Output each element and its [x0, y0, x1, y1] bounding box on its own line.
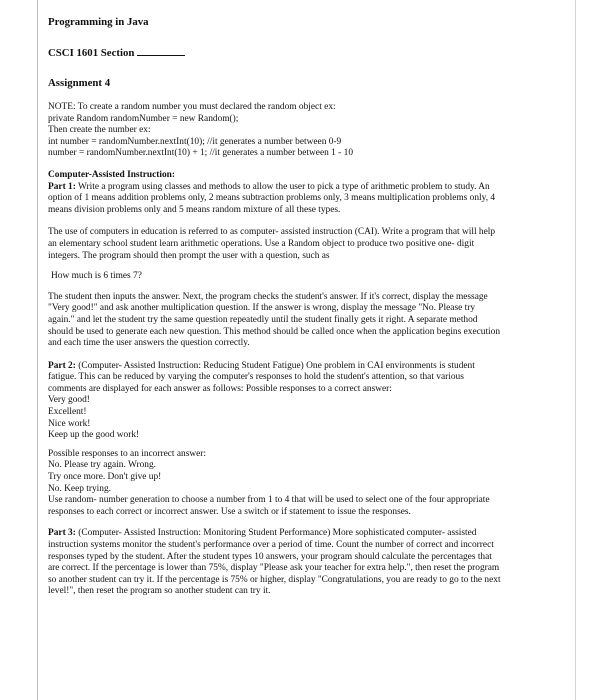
- note-line: NOTE: To create a random number you must declared the random object ex:: [48, 102, 336, 112]
- section-label: CSCI 1601 Section: [48, 47, 135, 59]
- part3-text: responses typed by the student. After the student types 10 answers, your program should calculate the percentages that: [48, 551, 492, 562]
- note-line: number = randomNumber.nextInt(10) + 1; //it generates a number between 1 - 10: [48, 148, 354, 159]
- closing-line: responses to each correct or incorrect answer. Use a switch or if statement to issue the responses.: [48, 506, 411, 517]
- note-block: [48, 102, 568, 160]
- part3-label: Part 3:: [48, 528, 76, 539]
- incorrect-response: No. Keep trying.: [48, 483, 112, 494]
- note-line: int number = randomNumber.nextInt(10); //it generates a number between 0-9: [48, 136, 342, 147]
- document-content: [48, 16, 568, 598]
- section-blank: [137, 46, 185, 56]
- part2-text: fatigue. This can be reduced by varying the computer's responses to hold the student's attention, so that various: [48, 372, 464, 383]
- part3-text: instruction systems monitor the student's performance over a period of time. Count the number of correct and incorrect: [48, 540, 494, 550]
- correct-response: Excellent!: [48, 407, 87, 418]
- answer-line: and each time the user answers the question correctly.: [48, 338, 250, 349]
- part2-label: Part 2:: [48, 360, 76, 371]
- cai-part1: [48, 170, 568, 216]
- incorrect-response: Try once more. Don't give up!: [48, 472, 162, 483]
- intro-line: The use of computers in education is referred to as computer- assisted instruction (CAI). Write a program that will help: [48, 227, 496, 238]
- part2-text: comments are displayed for each answer as follows: Possible responses to a correct answer:: [48, 383, 392, 394]
- section-line: [48, 46, 568, 60]
- part3-text: (Computer- Assisted Instruction: Monitoring Student Performance) More sophisticated computer- assisted: [75, 528, 477, 539]
- sample-question: How much is 6 times 7?: [51, 271, 142, 282]
- intro-line: integers. The program should then prompt the user with a question, such as: [48, 250, 330, 261]
- closing-line: Use random- number generation to choose a number from 1 to 4 that will be used to select one of the four appropriate: [48, 495, 490, 506]
- part3-text: level!", then reset the program so another student can try it.: [48, 586, 271, 597]
- answer-line: "Very good!" and ask another multiplication question. If the answer is wrong, display the message "No. Please try: [48, 303, 476, 314]
- part1-text: option of 1 means addition problems only, 2 means subtraction problems only, 3 means multiplication problems only, 4: [48, 193, 496, 204]
- cai-answer-behavior: [48, 292, 568, 350]
- part1-label: Part 1:: [48, 181, 76, 192]
- cai-heading: Computer-Assisted Instruction:: [48, 169, 175, 180]
- incorrect-heading: Possible responses to an incorrect answer:: [48, 448, 207, 459]
- answer-line: The student then inputs the answer. Next, the program checks the student's answer. If it's correct, display the message: [48, 291, 488, 302]
- part3-text: are correct. If the percentage is lower than 75%, display "Please ask your teacher for extra help.", then reset the program: [48, 563, 500, 574]
- part2-text: (Computer- Assisted Instruction: Reducing Student Fatigue) One problem in CAI environments is student: [75, 360, 475, 371]
- part3-text: so another student can try it. If the percentage is 75% or higher, display "Congratulations, you are ready to go to the next: [48, 574, 501, 585]
- note-line: private Random randomNumber = new Random();: [48, 113, 239, 124]
- part2-block: [48, 361, 568, 442]
- incorrect-response: No. Please try again. Wrong.: [48, 460, 157, 471]
- correct-response: Nice work!: [48, 418, 91, 429]
- correct-response: Very good!: [48, 395, 90, 406]
- course-title: Programming in Java: [48, 16, 149, 28]
- page-border-right: [575, 0, 576, 700]
- note-line: Then create the number ex:: [48, 125, 151, 136]
- cai-intro: [48, 227, 568, 262]
- page-border-left: [37, 0, 38, 700]
- part1-text: means division problems only and 5 means random mixture of all these types.: [48, 204, 341, 215]
- correct-response: Keep up the good work!: [48, 430, 140, 441]
- assignment-heading: Assignment 4: [48, 77, 111, 89]
- part3-block: [48, 528, 568, 598]
- incorrect-block: [48, 449, 568, 519]
- intro-line: an elementary school student learn arithmetic operations. Use a Random object to produce two positive one- digit: [48, 238, 475, 249]
- part1-text: Write a program using classes and methods to allow the user to pick a type of arithmetic problem to study. An: [75, 181, 490, 192]
- answer-line: should be used to generate each new question. This method should be called once when the application begins execution: [48, 326, 501, 337]
- answer-line: again." and let the student try the same question repeatedly until the student finally gets it right. A separate method: [48, 314, 478, 325]
